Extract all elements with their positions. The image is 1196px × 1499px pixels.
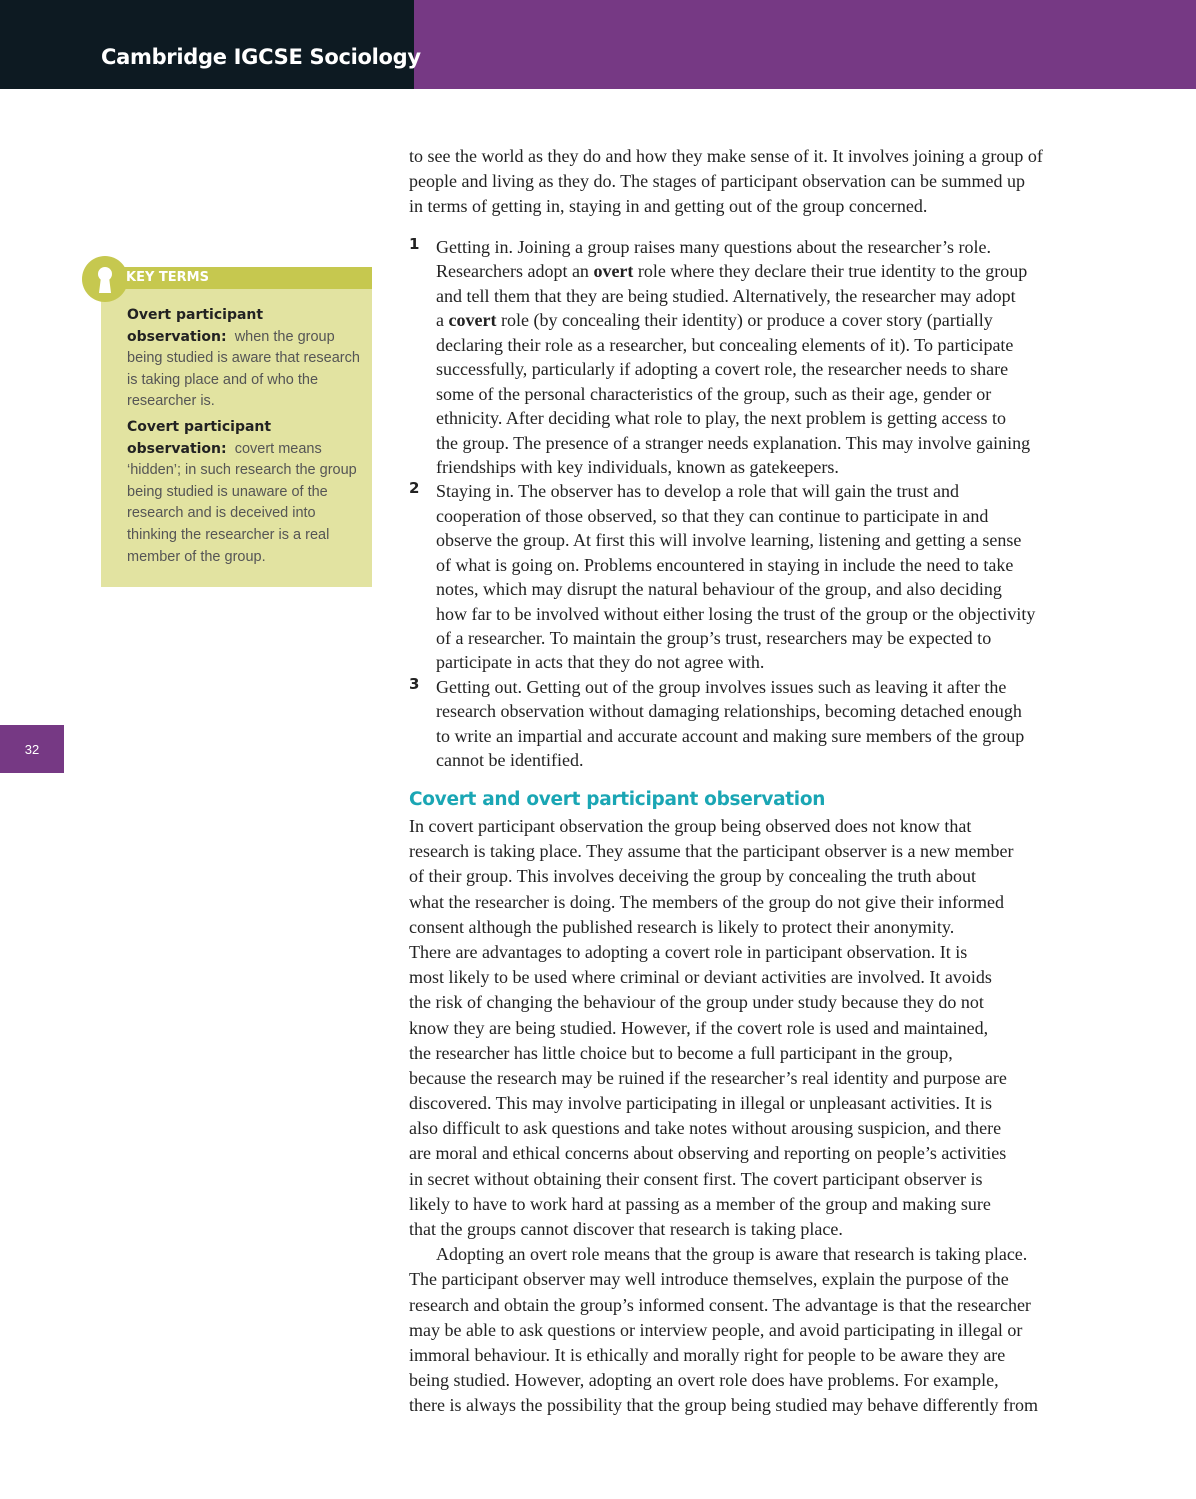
text-line: successfully, particularly if adopting a covert role, the researcher needs to share	[436, 359, 1009, 380]
key-term-emphasis: overt	[593, 261, 634, 282]
text-line: and tell them that they are being studied. Alternatively, the researcher may adopt	[436, 285, 1016, 306]
section-paragraph-1	[409, 814, 1089, 1242]
text-line: immoral behaviour. It is ethically and morally right for people to be aware they are	[409, 1344, 1006, 1365]
text-line: declaring their role as a researcher, but concealing elements of it). To participate	[436, 334, 1014, 355]
text-line: people and living as they do. The stages of participant observation can be summed up	[409, 171, 1026, 192]
text-line: research and obtain the group’s informed consent. The advantage is that the researcher	[409, 1294, 1031, 1315]
text-line: of a researcher. To maintain the group’s trust, researchers may be expected to	[436, 628, 992, 648]
text-line: In covert participant observation the group being observed does not know that	[409, 816, 972, 836]
text-line: research observation without damaging relationships, becoming detached enough	[436, 701, 1022, 722]
list-number: 2	[409, 479, 420, 498]
key-terms-label: KEY TERMS	[126, 270, 209, 285]
text-line: to see the world as they do and how they make sense of it. It involves joining a group of	[409, 146, 1043, 166]
section-paragraph-2	[409, 1242, 1089, 1418]
text-line: friendships with key individuals, known as gatekeepers.	[436, 456, 839, 477]
text-line: may be able to ask questions or interview people, and avoid participating in illegal or	[409, 1319, 1023, 1340]
page-number: 32	[0, 725, 64, 773]
text-line: Getting out. Getting out of the group involves issues such as leaving it after the	[436, 676, 1007, 697]
text-line: of their group. This involves deceiving the group by concealing the truth about	[409, 866, 977, 887]
text-line: There are advantages to adopting a covert role in participant observation. It is	[409, 941, 968, 962]
text-line: in terms of getting in, staying in and getting out of the group concerned.	[409, 196, 928, 217]
term-name: Overt participant observation:	[127, 307, 264, 345]
text-line: in secret without obtaining their consent first. The covert participant observer is	[409, 1168, 983, 1189]
text-line: participate in acts that they do not agree with.	[436, 652, 765, 673]
text-line: to write an impartial and accurate account and making sure members of the group	[436, 725, 1025, 746]
text-line: cannot be identified.	[436, 750, 584, 771]
keyhole-icon	[96, 266, 114, 294]
text-line: how far to be involved without either losing the trust of the group or the objectivity	[436, 603, 1036, 624]
term-definition: when the group being studied is aware that research is taking place and of who the researcher is.	[127, 328, 360, 410]
key-term-overt	[127, 305, 367, 413]
book-title: Cambridge IGCSE Sociology	[101, 45, 421, 69]
text-line: that the groups cannot discover that research is taking place.	[409, 1219, 843, 1239]
text-line: of what is going on. Problems encountered in staying in include the need to take	[436, 554, 1014, 575]
text-line: Staying in. The observer has to develop a role that will gain the trust and	[436, 481, 960, 502]
text-line: ethnicity. After deciding what role to play, the next problem is getting access to	[436, 408, 1007, 429]
text-line: likely to have to work hard at passing as a member of the group and making sure	[409, 1193, 991, 1214]
section-covert-overt	[409, 786, 1089, 1419]
text-line: what the researcher is doing. The members of the group do not give their informed	[409, 891, 1004, 912]
text-line: also difficult to ask questions and take notes without arousing suspicion, and there	[409, 1118, 1002, 1139]
text-line: Adopting an overt role means that the group is aware that research is taking place.	[436, 1244, 1028, 1265]
text-line: being studied. However, adopting an overt role does have problems. For example,	[409, 1370, 999, 1391]
text-line: know they are being studied. However, if the covert role is used and maintained,	[409, 1017, 989, 1038]
term-name: Covert participant observation:	[127, 418, 272, 457]
text-line: The participant observer may well introduce themselves, explain the purpose of the	[409, 1269, 1009, 1290]
stages-list	[409, 235, 1089, 773]
text-line: cooperation of those observed, so that they can continue to participate in and	[436, 505, 989, 526]
list-item	[409, 675, 1089, 773]
text-line: consent although the published research is likely to protect their anonymity.	[409, 916, 955, 937]
text-line: some of the personal characteristics of the group, such as their age, gender or	[436, 383, 992, 404]
text-line: the researcher has little choice but to become a full participant in the group,	[409, 1042, 953, 1063]
text-line: are moral and ethical concerns about observing and reporting on people’s activities	[409, 1143, 1007, 1164]
text-line: discovered. This may involve participating in illegal or unpleasant activities. It is	[409, 1093, 993, 1114]
text-line: Researchers adopt an overt role where they declare their true identity to the group	[436, 261, 1028, 282]
text-line: Getting in. Joining a group raises many questions about the researcher’s role.	[436, 237, 992, 257]
text-line: the group. The presence of a stranger needs explanation. This may involve gaining	[436, 432, 1031, 453]
key-term-emphasis: covert	[448, 310, 497, 331]
text-line: notes, which may disrupt the natural behaviour of the group, and also deciding	[436, 579, 1002, 600]
text-line: observe the group. At first this will involve learning, listening and getting a sense	[436, 530, 1022, 551]
section-heading: Covert and overt participant observation	[409, 789, 826, 810]
intro-paragraph	[409, 144, 1089, 220]
text-line: because the research may be ruined if the researcher’s real identity and purpose are	[409, 1067, 1007, 1088]
key-terms-list	[127, 305, 367, 572]
text-line: a covert role (by concealing their identity) or produce a cover story (partially	[436, 310, 993, 331]
text-line: there is always the possibility that the group being studied may behave differently from	[409, 1395, 1039, 1416]
list-number: 3	[409, 674, 420, 693]
header-purple-band	[414, 0, 1196, 89]
list-number: 1	[409, 235, 420, 253]
text-line: most likely to be used where criminal or deviant activities are involved. It avoids	[409, 967, 992, 988]
term-definition: covert means ‘hidden’; in such research the group being studied is unaware of the research and is deceived into thinking the researcher is a real member of the group.	[127, 440, 357, 565]
list-item	[409, 479, 1089, 675]
key-term-covert	[127, 417, 367, 568]
text-line: research is taking place. They assume that the participant observer is a new member	[409, 841, 1014, 862]
list-item	[409, 235, 1089, 479]
text-line: the risk of changing the behaviour of the group under study because they do not	[409, 992, 984, 1013]
